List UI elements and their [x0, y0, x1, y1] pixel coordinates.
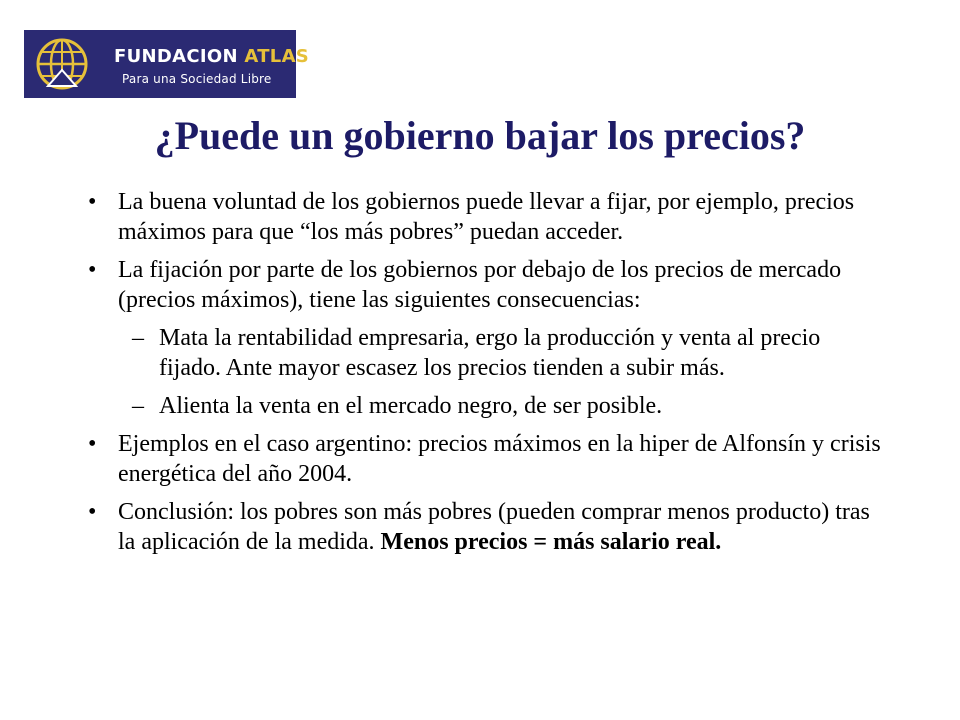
bullet-item — [88, 187, 888, 247]
dash-glyph: – — [132, 393, 144, 419]
bullet-glyph: • — [88, 431, 97, 457]
logo-name — [114, 46, 309, 67]
bullet-text: Ejemplos en el caso argentino: precios máximos en la hiper de Alfonsín y crisis energética del año 2004. — [118, 431, 881, 487]
subbullet-item — [132, 391, 888, 421]
logo-name-part2: ATLAS — [244, 46, 310, 67]
globe-arch-icon — [34, 36, 90, 92]
bullet-item — [88, 497, 888, 557]
bullet-item — [88, 255, 888, 315]
bullet-glyph: • — [88, 189, 97, 215]
dash-glyph: – — [132, 325, 144, 351]
bullet-text: La buena voluntad de los gobiernos puede llevar a fijar, por ejemplo, precios máximos para que “los más pobres” puedan acceder. — [118, 189, 855, 245]
fundacion-atlas-logo — [24, 30, 310, 98]
bullet-bold-conclusion: Menos precios = más salario real. — [380, 529, 722, 555]
bullet-text: Conclusión: los pobres son más pobres (pueden comprar menos producto) tras la aplicación de la medida. — [118, 499, 870, 555]
logo-name-part1: FUNDACION — [114, 46, 245, 67]
subbullet-text: Alienta la venta en el mercado negro, de ser posible. — [159, 393, 663, 419]
bullet-item — [88, 429, 888, 489]
subbullet-text: Mata la rentabilidad empresaria, ergo la producción y venta al precio fijado. Ante mayor escasez los precios tienden a subir más. — [159, 325, 821, 381]
slide-title: ¿Puede un gobierno bajar los precios? — [154, 113, 806, 158]
slide-body — [88, 187, 888, 565]
bullet-glyph: • — [88, 257, 97, 283]
logo-tagline: Para una Sociedad Libre — [122, 72, 272, 86]
bullet-glyph: • — [88, 499, 97, 525]
bullet-text: La fijación por parte de los gobiernos por debajo de los precios de mercado (precios máximos), tiene las siguientes consecuencias: — [118, 257, 842, 313]
subbullet-item — [132, 323, 888, 383]
